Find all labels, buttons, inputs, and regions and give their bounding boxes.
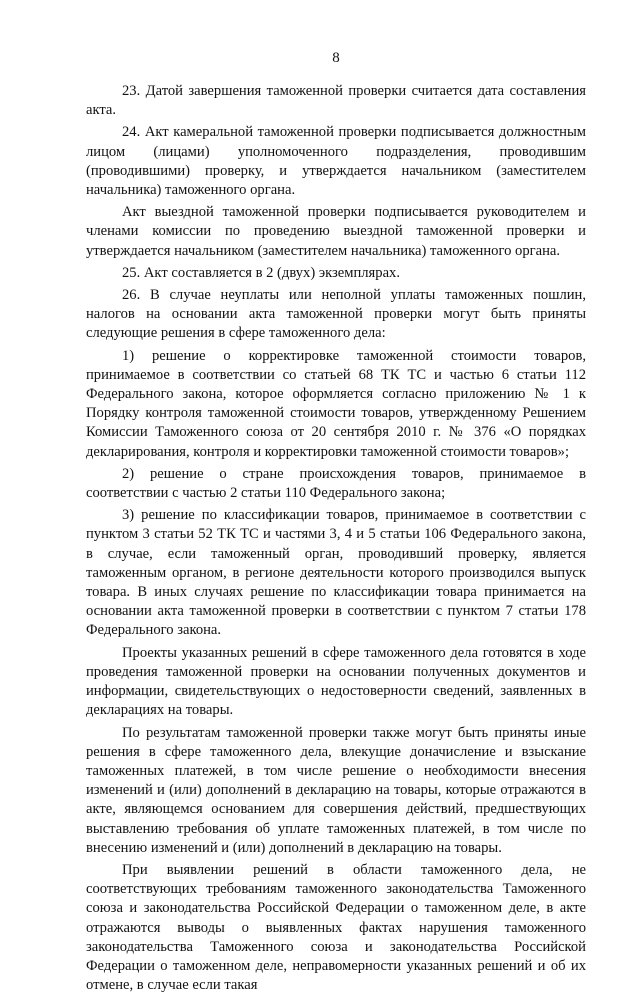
paragraph-24-field-act: Акт выездной таможенной проверки подписывается руководителем и членами комиссии по проведению выездной таможенной проверки и утверждается начальником (заместителем начальника) таможенного органа. bbox=[86, 204, 586, 259]
paragraph-26-item-1: 1) решение о корректировке таможенной стоимости товаров, принимаемое в соответствии со статьей 68 ТК ТС и частью 6 статьи 112 Федерального закона, которое оформляется согласно приложению № 1 к Порядку контроля таможенной стоимости товаров, утвержденному Решением Комиссии Таможенного союза от 20 сентября 2010 г. № 376 «О порядках декларирования, контроля и корректировки таможенной стоимости товаров»; bbox=[86, 347, 586, 460]
document-page bbox=[86, 0, 586, 994]
paragraph-noncompliant-decisions: При выявлении решений в области таможенного дела, не соответствующих требованиям таможенного законодательства Таможенного союза и законодательства Российской Федерации о таможенном деле, в акте отражаются выводы о выявленных фактах нарушения таможенного законодательства Таможенного союза и законодательства Российской Федерации о таможенном деле, неправомерности указанных решений и об их отмене, в случае если такая bbox=[86, 861, 586, 994]
paragraph-26: 26. В случае неуплаты или неполной уплаты таможенных пошлин, налогов на основании акта таможенной проверки могут быть приняты следующие решения в сфере таможенного дела: bbox=[86, 287, 586, 342]
paragraph-25: 25. Акт составляется в 2 (двух) экземплярах. bbox=[122, 264, 400, 281]
paragraph-draft-decisions: Проекты указанных решений в сфере таможенного дела готовятся в ходе проведения таможенной проверки на основании полученных документов и информации, свидетельствующих о недостоверности сведений, заявленных в декларациях на товары. bbox=[86, 644, 586, 719]
paragraph-other-decisions: По результатам таможенной проверки также могут быть приняты иные решения в сфере таможенного дела, влекущие доначисление и взыскание таможенных платежей, в том числе решение о необходимости внесения изменений и (или) дополнений в декларацию на товары, которые отражаются в акте, являющемся основанием для совершения действий, предшествующих выставлению требования об уплате таможенных платежей, в том числе по внесению изменений и (или) дополнений в декларацию на товары. bbox=[86, 724, 586, 856]
paragraph-24: 24. Акт камеральной таможенной проверки подписывается должностным лицом (лицами) уполномоченного подразделения, проводившим (проводившими) проверку, и утверждается начальником (заместителем начальника) таможенного органа. bbox=[86, 124, 586, 199]
paragraph-23: 23. Датой завершения таможенной проверки считается дата составления акта. bbox=[86, 83, 586, 119]
document-body bbox=[86, 82, 586, 998]
page-number: 8 bbox=[332, 50, 340, 66]
paragraph-26-item-3: 3) решение по классификации товаров, принимаемое в соответствии с пунктом 3 статьи 52 ТК ТС и частями 3, 4 и 5 статьи 106 Федерального закона, в случае, если таможенный орган, проводивший проверку, является таможенным органом, в регионе деятельности которого производился выпуск товара. В иных случаях решение по классификации товара принимается на основании акта таможенной проверки в соответствии с пунктом 7 статьи 178 Федерального закона. bbox=[86, 507, 586, 639]
paragraph-26-item-2: 2) решение о стране происхождения товаров, принимаемое в соответствии с частью 2 статьи 110 Федерального закона; bbox=[86, 465, 586, 502]
